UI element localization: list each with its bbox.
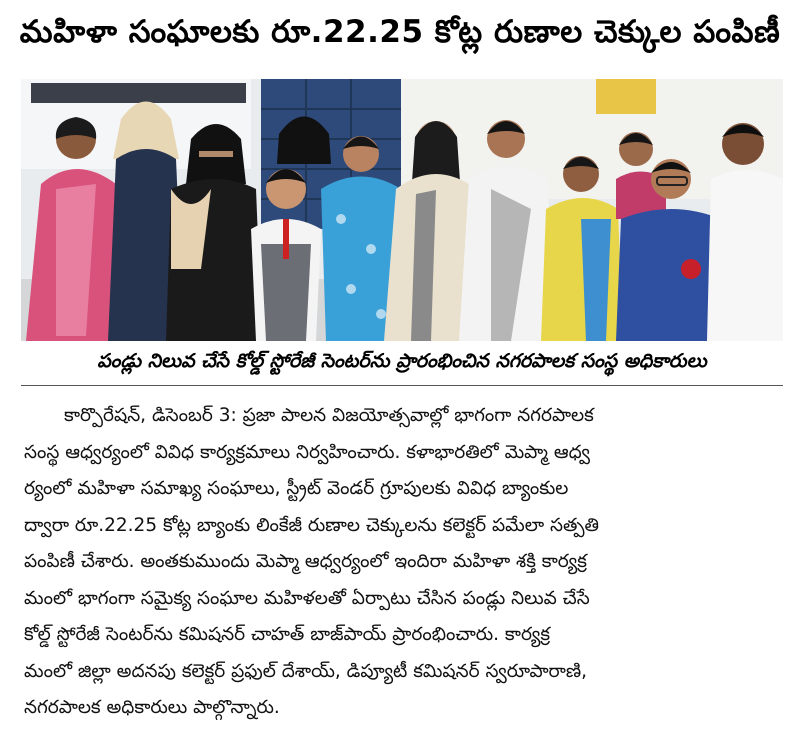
body-line: మంలో భాగంగా సమైక్య సంఘాల మహిళలతో ఏర్పాటు చేసిన పండ్లు నిలువ చేసే — [24, 587, 590, 609]
group-photo-illustration — [21, 79, 783, 341]
body-line: ర్యంలో మహిళా సమాఖ్య సంఘాలు, స్ట్రీట్ వెండర్ గ్రూపులకు వివిధ బ్యాంకుల — [24, 478, 569, 499]
body-line: మంలో జిల్లా అదనపు కలెక్టర్ ప్రఫుల్ దేశాయ్, డిప్యూటీ కమిషనర్ స్వరూపారాణి, — [24, 660, 588, 682]
article-photo — [21, 79, 783, 341]
body-line: కార్పొరేషన్, డిసెంబర్ 3: ప్రజా పాలన విజయోత్సవాల్లో భాగంగా నగరపాలక — [64, 405, 594, 426]
article-headline: మహిళా సంఘాలకు రూ.22.25 కోట్ల రుణాల చెక్కుల పంపిణీ — [19, 13, 781, 50]
body-line: పంపిణీ చేశారు. అంతకుముందు మెప్మా ఆధ్వర్యంలో ఇందిరా మహిళా శక్తి కార్యక్ర — [24, 551, 587, 572]
body-line: నగరపాలక అధికారులు పాల్గొన్నారు. — [24, 697, 280, 718]
body-line: ద్వారా రూ.22.25 కోట్ల బ్యాంకు లింకేజీ రుణాల చెక్కులను కలెక్టర్ పమేలా సత్పతి — [24, 514, 599, 536]
article-body — [24, 398, 779, 727]
body-line: సంస్థ ఆధ్వర్యంలో వివిధ కార్యక్రమాలు నిర్వహించారు. కళాభారతిలో మెప్మా ఆధ్వ — [24, 441, 590, 463]
photo-caption: పండ్లు నిలువ చేసే కోల్డ్ స్టోరేజీ సెంటర్‌ను ప్రారంభించిన నగరపాలక సంస్థ అధికారులు — [97, 349, 707, 372]
caption-divider — [21, 385, 783, 386]
body-line: కోల్డ్ స్టోరేజీ సెంటర్‌ను కమిషనర్ చాహత్ బాజ్‌పాయ్ ప్రారంభించారు. కార్యక్ర — [24, 624, 551, 645]
